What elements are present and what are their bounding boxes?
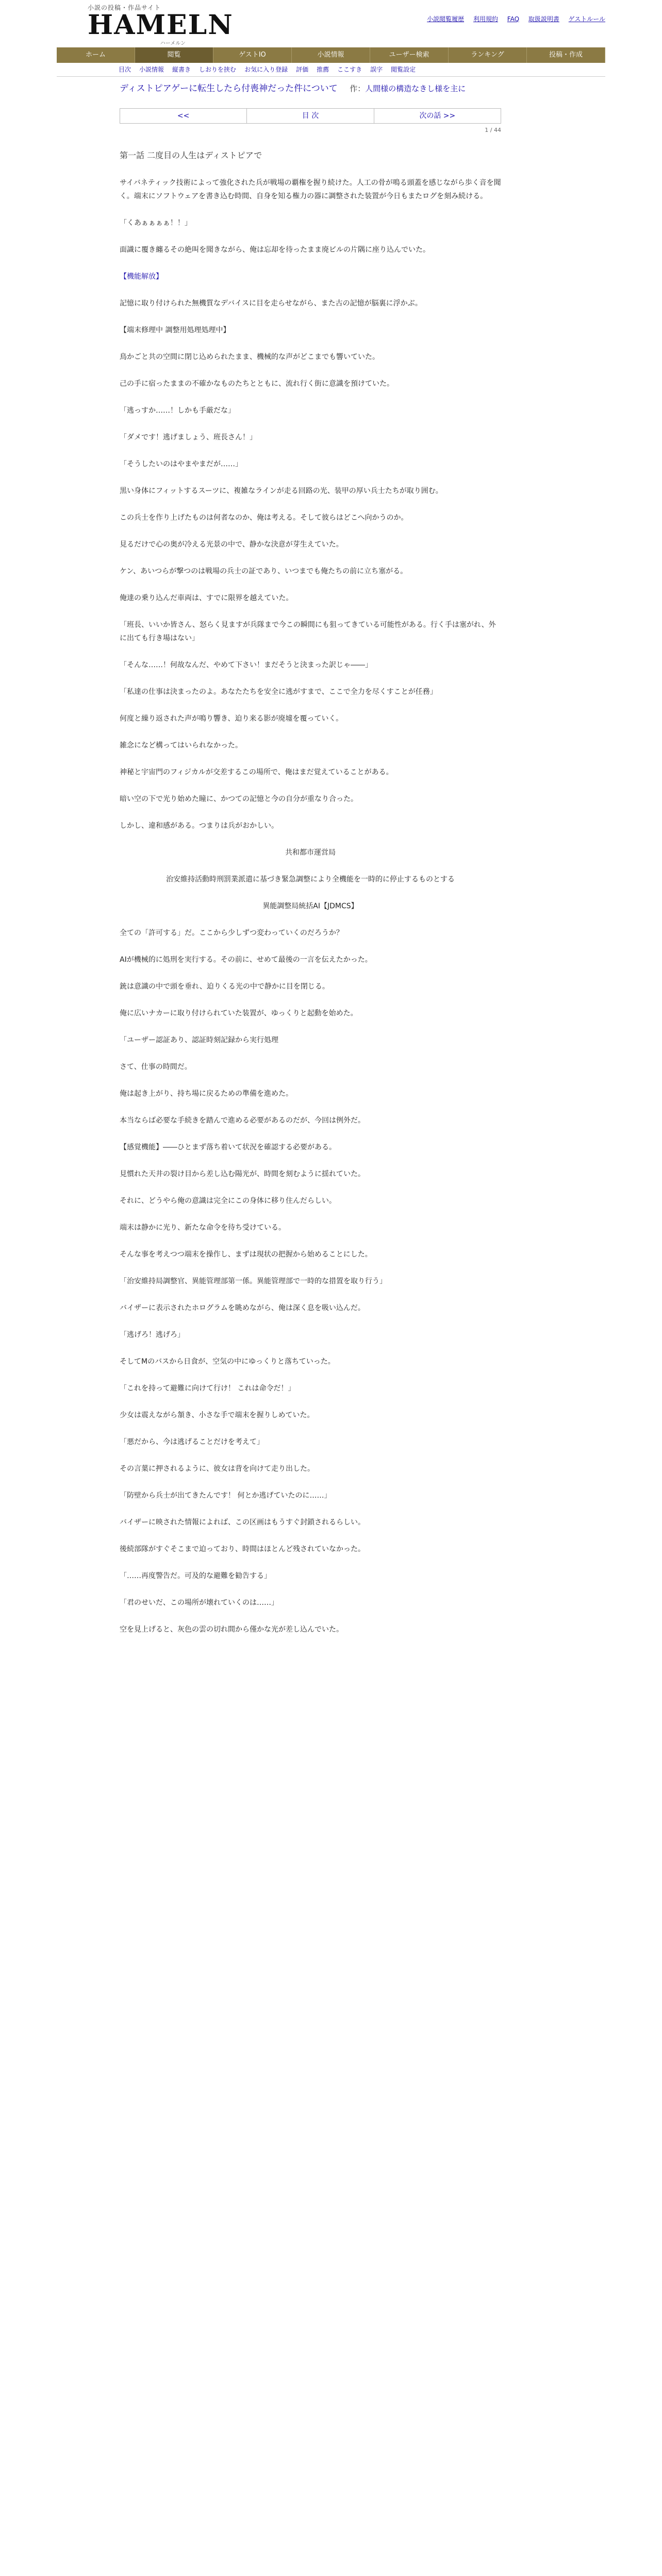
subnav-toc[interactable]: 目次 (119, 66, 131, 73)
toplink-terms[interactable]: 利用規約 (473, 15, 498, 23)
body-paragraph: 黒い身体にフィットするスーツに、複雑なラインが走る回路の光、装甲の厚い兵士たちが取り囲む。 (120, 487, 443, 495)
logo-subtext: ハーメルン (160, 41, 186, 46)
body-paragraph: その言葉に押されるように、彼女は背を向けて走り出した。 (120, 1465, 315, 1473)
menu-post[interactable]: 投稿・作成 (527, 47, 605, 63)
subnav-novel-info[interactable]: 小説情報 (139, 66, 164, 73)
body-paragraph: 異能調整局統括AI【JDMCS】 (262, 902, 358, 910)
body-paragraph: 「悪だから、今は逃げることだけを考えて」 (120, 1438, 264, 1446)
body-paragraph: 「そんな……！何故なんだ、やめて下さい！まだそうと決まった訳じゃ――」 (120, 661, 372, 669)
top-bar (0, 0, 662, 47)
body-paragraph: 見慣れた天井の裂け目から差し込む陽光が、時間を刻むように揺れていた。 (120, 1170, 365, 1178)
subnav-favorite[interactable]: お気に入り登録 (244, 66, 288, 73)
body-paragraph: 本当ならば必要な手続きを踏んで進める必要があるのだが、今回は例外だ。 (120, 1116, 365, 1125)
chapter-body (120, 176, 501, 1636)
body-paragraph: 【端末修理中 調整用処理処理中】 (120, 326, 230, 334)
subnav-typo[interactable]: 誤字 (370, 66, 383, 73)
menu-user-search[interactable]: ユーザー検索 (370, 47, 449, 63)
body-paragraph: 「逃っすか……！しかも手厳だな」 (120, 406, 235, 415)
body-paragraph: AIが機械的に処刑を実行する。その前に、せめて最後の一言を伝えたかった。 (120, 956, 372, 964)
body-paragraph: 「くあぁぁぁぁ！！」 (120, 219, 192, 227)
body-paragraph: 共和都市運営局 (285, 849, 336, 857)
logo-text: HAMELN (88, 9, 234, 41)
body-paragraph: 「そうしたいのはやまやまだが……」 (120, 460, 242, 468)
prev-chapter-button[interactable]: << (120, 109, 247, 123)
body-paragraph: 少女は震えながら頷き、小さな手で端末を握りしめていた。 (120, 1411, 315, 1419)
body-paragraph: バイザーに映された情報によれば、この区画はもうすぐ封鎖されるらしい。 (120, 1518, 365, 1527)
body-paragraph: この兵士を作り上げたものは何者なのか、俺は考える。そして彼らはどこへ向かうのか。 (120, 514, 408, 522)
author-link[interactable]: 人間様の構造なきし様を主に (365, 84, 466, 93)
toplink-guest-rules[interactable]: ゲストルール (568, 15, 605, 23)
body-paragraph: 記憶に取り付けられた無機質なデバイスに目を走らせながら、また古の記憶が脳裏に浮かぶ。 (120, 299, 422, 308)
body-paragraph: ケン、あいつらが撃つのは戦場の兵士の証であり、いつまでも俺たちの前に立ち塞がる。 (120, 567, 408, 575)
toc-button[interactable]: 目 次 (247, 109, 374, 123)
sub-nav (57, 63, 605, 77)
menu-novel-info[interactable]: 小説情報 (292, 47, 370, 63)
body-paragraph: 「防壁から兵士が出てきたんです！ 何とか逃げていたのに……」 (120, 1492, 332, 1500)
menu-guest-io[interactable]: ゲストIO (213, 47, 292, 63)
body-paragraph: 己の手に宿ったままの不確かなものたちとともに、流れ行く街に意識を預けていた。 (120, 380, 394, 388)
body-paragraph: さて、仕事の時間だ。 (120, 1063, 192, 1071)
body-paragraph: 「ダメです！逃げましょう、班長さん！」 (120, 433, 257, 442)
subnav-bookmark[interactable]: しおりを挟む (199, 66, 237, 73)
body-paragraph: 面識に覆き纏るその絶叫を聞きながら、俺は忘却を待ったまま廃ビルの片隅に座り込んでいた。 (120, 246, 430, 254)
subnav-view-settings[interactable]: 閲覧設定 (391, 66, 416, 73)
body-paragraph: しかし、違和感がある。つまりは兵がおかしい。 (120, 822, 278, 830)
site-logo[interactable] (88, 3, 234, 46)
body-paragraph: 銃は意識の中で頭を垂れ、迫りくる光の中で静かに目を閉じる。 (120, 982, 329, 991)
toplink-history[interactable]: 小説閲覧履歴 (427, 15, 465, 23)
body-paragraph: 「治安維持局調整官、異能管理部第一係。異能管理部で一時的な措置を取り行う」 (120, 1277, 387, 1285)
subnav-vertical[interactable]: 縦書き (172, 66, 191, 73)
body-paragraph: 治安維持活動時刑罰業派遣に基づき緊急調整により全機能を一時的に停止するものとする (166, 875, 455, 884)
logo-tagline: 小説の投稿・作品サイト (88, 4, 161, 11)
body-paragraph: 鳥かごと共の空間に閉じ込められたまま、機械的な声がどこまでも響いていた。 (120, 353, 379, 361)
subnav-rate[interactable]: 評価 (296, 66, 309, 73)
body-paragraph: 【機能解放】 (120, 273, 163, 281)
main-menu (57, 47, 605, 63)
menu-home[interactable]: ホーム (57, 47, 135, 63)
body-paragraph: 「君のせいだ、この場所が壊れていくのは……」 (120, 1599, 278, 1607)
subnav-recommend[interactable]: 推薦 (317, 66, 329, 73)
body-paragraph: 端末は静かに光り、新たな命令を待ち受けている。 (120, 1224, 286, 1232)
body-paragraph: 神秘と宇宙門のフィジカルが交差するこの場所で、俺はまだ覚えていることがある。 (120, 768, 393, 776)
body-paragraph: 「逃げろ！逃げろ」 (120, 1331, 185, 1339)
body-paragraph: 「私達の仕事は決まったのよ。あなたたちを安全に逃がすまで、ここで全力を尽くすことが任務」 (120, 688, 437, 696)
body-paragraph: サイバネティック技術によって強化された兵が戦場の覇権を握り続けた。人工の骨が鳴る頭蓋を感じながら歩く音を聞く。端末にソフトウェアを書き込む時間、自身を知る権力の器に調整された装置が今日もまたログを刻み続ける。 (120, 179, 501, 200)
novel-title-link[interactable]: ディストピアゲーに転生したら付喪神だった件について (120, 83, 338, 94)
author-line (350, 84, 466, 93)
menu-browse[interactable]: 閲覧 (135, 47, 213, 63)
body-paragraph: 俺は起き上がり、持ち場に戻るための準備を進めた。 (120, 1090, 293, 1098)
body-paragraph: 何度と繰り返された声が鳴り響き、迫り来る影が廃墟を覆っていく。 (120, 715, 343, 723)
author-prefix: 作： (350, 84, 366, 93)
chapter-pager (120, 108, 501, 124)
novel-header (120, 82, 501, 95)
body-paragraph: 全ての「許可する」だ。ここから少しずつ変わっていくのだろうか？ (120, 929, 343, 937)
chapter-title: 第一話 二度目の人生はディストピアで (120, 150, 262, 160)
subnav-koko-suki[interactable]: ここすき (337, 66, 362, 73)
page-number: 1 / 44 (485, 127, 501, 133)
toplink-faq[interactable]: FAQ (507, 15, 520, 23)
body-paragraph: 「……再度警告だ。可及的な避難を勧告する」 (120, 1572, 271, 1580)
body-paragraph: バイザーに表示されたホログラムを眺めながら、俺は深く息を吸い込んだ。 (120, 1304, 365, 1312)
body-paragraph: 後続部隊がすぐそこまで迫っており、時間はほとんど残されていなかった。 (120, 1545, 365, 1553)
menu-ranking[interactable]: ランキング (449, 47, 527, 63)
body-paragraph: 「班長、いいか皆さん、怒らく見ますが兵隊まで今この瞬間にも狙ってきている可能性がある。行く手は塞がれ、外に出ても行き場はない」 (120, 621, 496, 642)
body-paragraph: それに、どうやら俺の意識は完全にこの身体に移り住んだらしい。 (120, 1197, 336, 1205)
body-paragraph: 「ユーザー認証あり、認証時刻記録から実行処理 (120, 1036, 278, 1044)
body-paragraph: 俺に広いナカーに取り付けられていた装置が、ゆっくりと起動を始めた。 (120, 1009, 358, 1018)
body-paragraph: そしてMのバスから日食が、空気の中にゆっくりと落ちていった。 (120, 1358, 335, 1366)
body-paragraph: 俺達の乗り込んだ車両は、すでに限界を越えていた。 (120, 594, 293, 602)
body-paragraph: 「これを持って避難に向けて行け！ これは命令だ！」 (120, 1384, 295, 1393)
body-paragraph: 見るだけで心の奥が冷える光景の中で、静かな決意が芽生えていた。 (120, 540, 343, 549)
body-paragraph: そんな事を考えつつ端末を操作し、まずは現状の把握から始めることにした。 (120, 1250, 372, 1259)
main-content (120, 82, 501, 1650)
top-links (420, 14, 605, 23)
body-paragraph: 暗い空の下で光り始めた瞳に、かつての記憶と今の自分が重なり合った。 (120, 795, 358, 803)
next-chapter-button[interactable]: 次の話 >> (419, 112, 456, 120)
body-paragraph: 空を見上げると、灰色の雲の切れ間から僅かな光が差し込んでいた。 (120, 1625, 343, 1634)
toplink-manual[interactable]: 取扱説明書 (528, 15, 559, 23)
body-paragraph: 【感覚機能】――ひとまず落ち着いて状況を確認する必要がある。 (120, 1143, 336, 1151)
body-paragraph: 雑念になど構ってはいられなかった。 (120, 741, 242, 750)
